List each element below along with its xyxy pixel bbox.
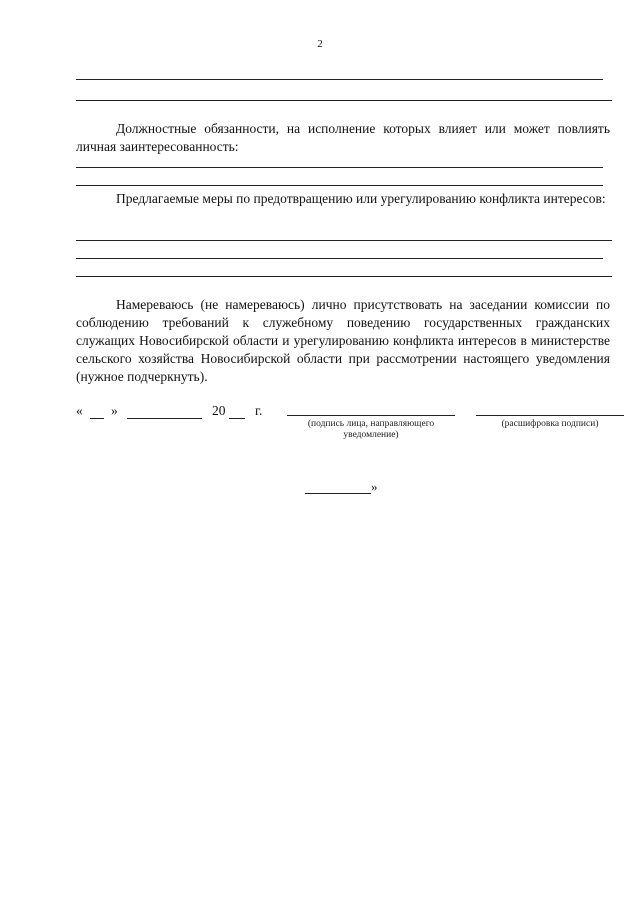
decoding-line[interactable] (476, 415, 624, 416)
closing-blank (305, 493, 371, 494)
decoding-caption: (расшифровка подписи) (501, 419, 599, 429)
blank-line (76, 276, 612, 277)
measures-paragraph (76, 190, 610, 208)
year-prefix: 20 (212, 403, 226, 418)
measures-text: Предлагаемые меры по предотвращению или урегулированию конфликта интересов: (116, 191, 606, 206)
date-close-quote: » (111, 403, 118, 418)
date-month-blank[interactable] (127, 418, 202, 419)
year-suffix: г. (255, 403, 263, 418)
attendance-text: Намереваюсь (не намереваюсь) лично присутствовать на заседании комиссии по соблюдению требований к служебному поведению государственных гражданских служащих Новосибирской области и урегулированию конфликта интересов в министерстве сельского хозяйства Новосибирской области при рассмотрении настоящего уведомления (нужное подчеркнуть). (76, 297, 610, 384)
blank-line (76, 100, 612, 101)
blank-line (76, 167, 603, 168)
duties-text: Должностные обязанности, на исполнение которых влияет или может повлиять личная заинтересованность: (76, 121, 610, 154)
signature-caption: (подпись лица, направляющего уведомление) (307, 419, 435, 440)
duties-paragraph (76, 120, 610, 156)
page-number: 2 (317, 38, 323, 50)
blank-line (76, 240, 612, 241)
blank-line (76, 79, 603, 80)
closing-quote: » (371, 479, 378, 494)
attendance-paragraph (76, 296, 610, 386)
blank-line (76, 185, 603, 186)
date-day-blank[interactable] (90, 418, 104, 419)
blank-line (76, 258, 603, 259)
signature-line[interactable] (287, 415, 455, 416)
date-open-quote: « (76, 403, 83, 418)
date-year-blank[interactable] (229, 418, 245, 419)
